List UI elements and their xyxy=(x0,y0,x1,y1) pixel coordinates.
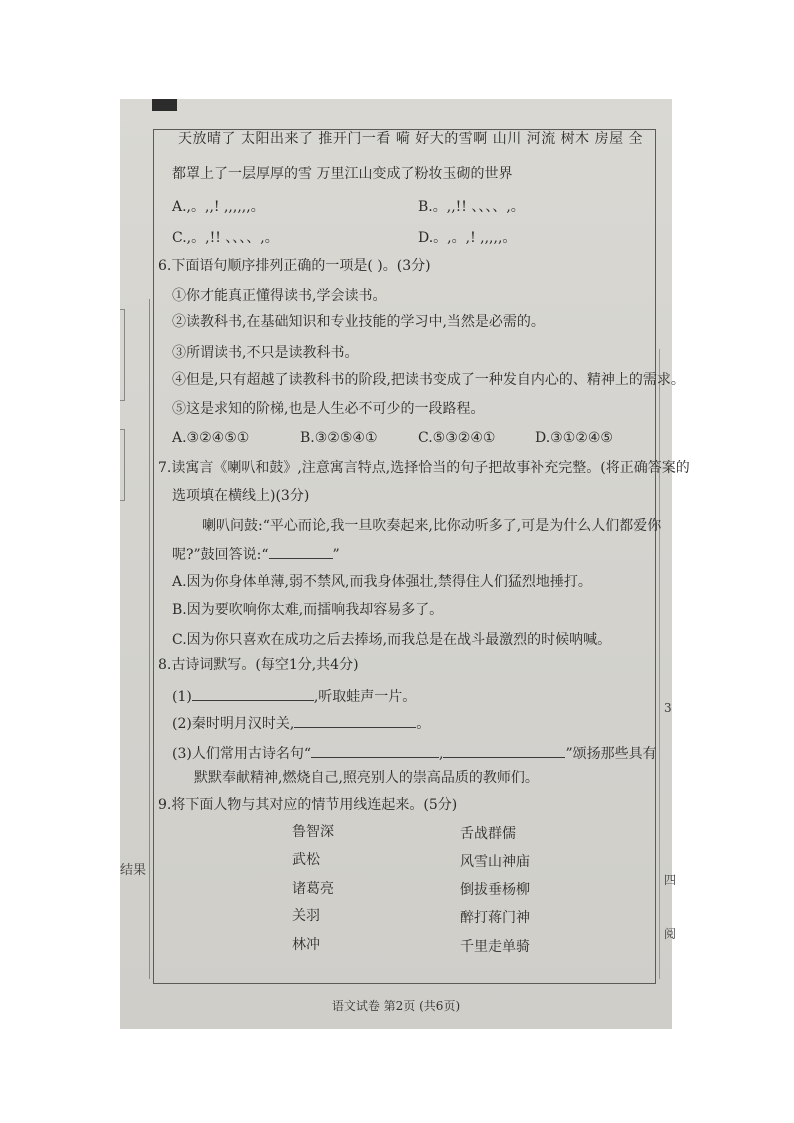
q8-item-text: (1) xyxy=(172,689,192,705)
q9-person[interactable]: 鲁智深 xyxy=(292,824,334,840)
exam-page-photo xyxy=(120,99,690,1029)
q8-item-1 xyxy=(172,686,416,706)
q9-person[interactable]: 关羽 xyxy=(292,908,320,924)
q8-item-text: (2)秦时明月汉时关, xyxy=(172,716,295,732)
q9-event[interactable]: 风雪山神庙 xyxy=(460,854,530,870)
passage-line: 都罩上了一层厚厚的雪 万里江山变成了粉妆玉砌的世界 xyxy=(172,166,513,182)
page-footer: 语文试卷 第2页 (共6页) xyxy=(331,999,461,1013)
q9-person[interactable]: 林冲 xyxy=(292,937,320,953)
q7-story: 喇叭问鼓:“平心而论,我一旦吹奏起来,比你动听多了,可是为什么人们都爱你 xyxy=(202,518,662,534)
q8-item-text: ”颂扬那些具有 xyxy=(565,746,657,762)
q8-item-text: (3)人们常用古诗名句“ xyxy=(172,746,311,762)
q7-option-c: C.因为你只喜欢在成功之后去捧场,而我总是在战斗最激烈的时候呐喊。 xyxy=(172,632,612,648)
passage-line: 天放晴了 太阳出来了 推开门一看 嗬 好大的雪啊 山川 河流 树木 房屋 全 xyxy=(178,131,644,147)
q8-blank-1[interactable] xyxy=(192,686,314,701)
q8-item-2 xyxy=(172,713,430,733)
q9-event[interactable]: 醉打蒋门神 xyxy=(460,910,530,926)
q5-option-c: C.,。,!! 、、、、,。 xyxy=(172,230,279,246)
q6-option-d: D.③①②④⑤ xyxy=(535,430,613,446)
q8-item-3 xyxy=(172,743,657,763)
corner-registration-mark xyxy=(152,99,177,111)
q8-blank-4[interactable] xyxy=(443,743,565,758)
q8-item-text: ,听取蛙声一片。 xyxy=(313,689,417,705)
q8-blank-2[interactable] xyxy=(294,713,416,728)
q6-option-c: C.⑤③②④① xyxy=(418,430,496,446)
q9-event[interactable]: 舌战群儒 xyxy=(460,826,516,842)
q5-option-a: A.,。,,! ,,,,,,。 xyxy=(172,199,265,215)
q8-item-text: , xyxy=(439,746,444,762)
q7-option-a: A.因为你身体单薄,弱不禁风,而我身体强壮,禁得住人们猛烈地捶打。 xyxy=(172,574,592,590)
right-margin-text: 四 xyxy=(664,873,677,887)
right-margin-text: 阅 xyxy=(664,927,677,941)
q9-title: 9.将下面人物与其对应的情节用线连起来。(5分) xyxy=(158,797,458,813)
q5-option-d: D.。,。,! ,,,,,。 xyxy=(418,230,517,246)
q7-story-text: 呢?”鼓回答说:“ xyxy=(172,547,269,563)
q6-sentence: ②读教科书,在基础知识和专业技能的学习中,当然是必需的。 xyxy=(172,314,545,330)
q6-sentence: ④但是,只有超越了读教科书的阶段,把读书变成了一种发自内心的、精神上的需求。 xyxy=(172,372,685,388)
q6-title: 6.下面语句顺序排列正确的一项是( )。(3分) xyxy=(158,258,431,274)
q8-item-3-cont: 默默奉献精神,燃烧自己,照亮别人的崇高品质的教师们。 xyxy=(194,770,539,786)
q6-sentence: ③所谓读书,不只是读教科书。 xyxy=(172,345,359,361)
q9-event[interactable]: 倒拔垂杨柳 xyxy=(460,882,530,898)
q6-sentence: ①你才能真正懂得读书,学会读书。 xyxy=(172,288,387,304)
q6-option-b: B.③②⑤④① xyxy=(300,430,378,446)
q7-title: 选项填在横线上)(3分) xyxy=(172,488,310,504)
q5-option-b: B.。,,!! 、、、、,。 xyxy=(418,199,525,215)
q7-option-b: B.因为要吹响你太难,而擂响我却容易多了。 xyxy=(172,602,444,618)
q7-title: 7.读寓言《喇叭和鼓》,注意寓言特点,选择恰当的句子把故事补充完整。(将正确答案的 xyxy=(158,460,690,476)
right-margin-text: 3 xyxy=(664,701,672,715)
left-margin-box xyxy=(120,429,125,501)
left-margin-text: 结果 xyxy=(120,863,147,878)
q6-sentence: ⑤这是求知的阶梯,也是人生必不可少的一段路程。 xyxy=(172,401,485,417)
q8-blank-3[interactable] xyxy=(311,743,439,758)
q9-person[interactable]: 武松 xyxy=(292,852,320,868)
q9-person[interactable]: 诸葛亮 xyxy=(292,881,334,897)
left-margin-box xyxy=(120,309,125,401)
q7-answer-blank[interactable] xyxy=(269,544,333,559)
q8-title: 8.古诗词默写。(每空1分,共4分) xyxy=(158,657,359,673)
q7-story xyxy=(172,544,340,564)
q8-item-text: 。 xyxy=(416,716,431,732)
q6-option-a: A.③②④⑤① xyxy=(172,430,250,446)
q9-event[interactable]: 千里走单骑 xyxy=(460,939,530,955)
q7-story-text: ” xyxy=(332,547,340,563)
